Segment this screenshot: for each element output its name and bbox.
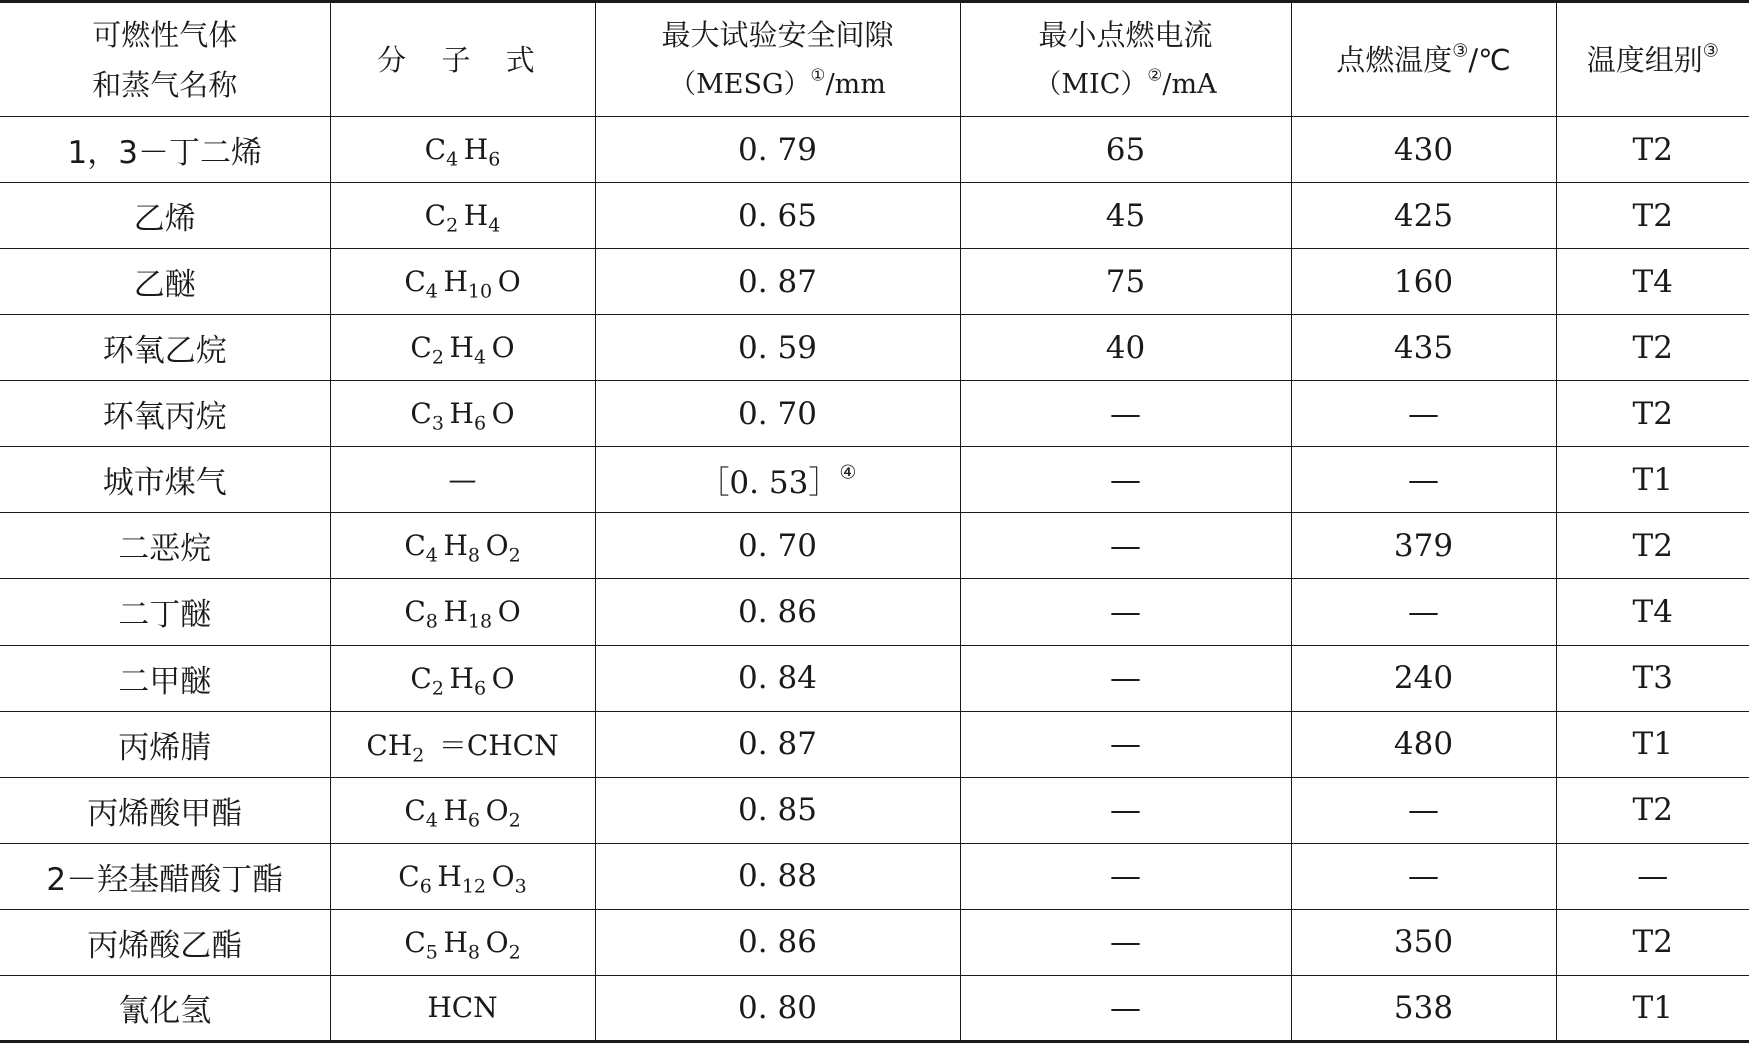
cell-gas-name: 二甲醚 [0, 645, 330, 711]
formula-subscript: 4 [425, 809, 438, 832]
formula-element: H [437, 859, 462, 893]
formula-subscript: 6 [467, 809, 480, 832]
cell-mic: — [960, 447, 1291, 513]
cell-temp-group: T4 [1556, 249, 1749, 315]
formula-element: C [404, 925, 426, 959]
formula-element: O [485, 529, 509, 563]
formula-element: O [485, 793, 509, 827]
formula-subscript: 18 [467, 611, 493, 634]
table-row [0, 711, 1749, 777]
formula-element: H [443, 529, 468, 563]
formula-element: O [497, 595, 521, 629]
table-row [0, 843, 1749, 909]
cell-ignition-temp: — [1291, 579, 1556, 645]
cell-temp-group: — [1556, 843, 1749, 909]
cell-temp-group: T2 [1556, 117, 1749, 183]
formula-element: H [449, 661, 474, 695]
cell-mic: — [960, 843, 1291, 909]
header-mic-line2 [961, 60, 1291, 110]
cell-temp-group: T2 [1556, 513, 1749, 579]
formula-element: C [410, 397, 432, 431]
table-row [0, 645, 1749, 711]
formula-subscript: 4 [446, 148, 459, 171]
table-body [0, 117, 1749, 1042]
formula-element: C [424, 199, 447, 233]
header-temp-note: ③ [1452, 40, 1469, 62]
formula-subscript: 4 [473, 346, 487, 369]
formula-element: H [463, 133, 489, 167]
header-mic-abbr: （MIC） [1034, 68, 1148, 100]
cell-formula [330, 975, 595, 1041]
mesg-value: 0. 59 [738, 329, 817, 366]
cell-formula [330, 645, 595, 711]
formula-subscript: 4 [488, 214, 501, 237]
cell-gas-name: 二丁醚 [0, 579, 330, 645]
header-temp-label: 点燃温度 [1336, 42, 1453, 77]
cell-mesg [595, 315, 960, 381]
cell-mesg [595, 579, 960, 645]
cell-formula [330, 711, 595, 777]
header-mesg-line2 [596, 60, 960, 110]
header-mic-note: ② [1147, 63, 1163, 84]
cell-ignition-temp: 435 [1291, 315, 1556, 381]
cell-temp-group: T1 [1556, 975, 1749, 1041]
mesg-value: 0. 65 [738, 197, 817, 234]
table-row [0, 117, 1749, 183]
cell-mesg [595, 975, 960, 1041]
table-row [0, 381, 1749, 447]
formula-element: C [404, 529, 426, 563]
header-temp-group [1556, 2, 1749, 117]
formula-subscript: 6 [473, 412, 487, 435]
cell-mesg [595, 645, 960, 711]
cell-formula [330, 513, 595, 579]
formula-subscript: 2 [508, 809, 521, 832]
mesg-value: 0. 85 [738, 792, 817, 829]
cell-temp-group: T1 [1556, 447, 1749, 513]
header-mic-unit: /mA [1162, 68, 1217, 100]
cell-gas-name: 环氧丙烷 [0, 381, 330, 447]
table-row [0, 579, 1749, 645]
table-row [0, 315, 1749, 381]
cell-mic: 65 [960, 117, 1291, 183]
header-temp-unit: /℃ [1468, 42, 1511, 77]
header-name-line2: 和蒸气名称 [92, 67, 238, 102]
formula-element: H [443, 265, 468, 299]
header-mesg [595, 2, 960, 117]
cell-ignition-temp: 240 [1291, 645, 1556, 711]
header-group-label: 温度组别 [1586, 42, 1703, 77]
mesg-value: ［0. 53］ [698, 465, 840, 502]
cell-formula [330, 315, 595, 381]
formula-subscript: 2 [431, 677, 444, 700]
table-row [0, 909, 1749, 975]
formula-element: H [463, 199, 489, 233]
formula-subscript: 6 [488, 148, 501, 171]
cell-mesg [595, 249, 960, 315]
formula-subscript: 2 [412, 744, 425, 767]
formula-subscript: 10 [467, 280, 493, 303]
cell-ignition-temp: 160 [1291, 249, 1556, 315]
formula-element: O [491, 397, 515, 431]
cell-ignition-temp: — [1291, 447, 1556, 513]
mesg-value: 0. 87 [738, 263, 817, 300]
cell-temp-group: T2 [1556, 909, 1749, 975]
cell-temp-group: T2 [1556, 315, 1749, 381]
cell-mic: — [960, 711, 1291, 777]
formula-subscript: 5 [425, 941, 438, 964]
formula-subscript: 6 [419, 875, 432, 898]
table-row [0, 777, 1749, 843]
cell-mic: — [960, 381, 1291, 447]
mesg-value: 0. 88 [738, 858, 817, 895]
cell-mic: — [960, 579, 1291, 645]
header-formula [330, 2, 595, 117]
formula-element: C [398, 859, 420, 893]
cell-ignition-temp: — [1291, 381, 1556, 447]
mesg-value: 0. 86 [738, 924, 817, 961]
formula-element: C [410, 661, 432, 695]
mesg-value: 0. 87 [738, 726, 817, 763]
formula-element: O [485, 925, 509, 959]
cell-gas-name: 乙烯 [0, 183, 330, 249]
formula-subscript: 3 [514, 875, 527, 898]
cell-mesg [595, 381, 960, 447]
formula-subscript: 2 [446, 214, 459, 237]
formula-element: H [443, 793, 468, 827]
cell-formula [330, 579, 595, 645]
header-formula-label: 分 子 式 [377, 42, 548, 77]
cell-ignition-temp: 350 [1291, 909, 1556, 975]
formula-subscript: 8 [467, 941, 480, 964]
cell-mic: 40 [960, 315, 1291, 381]
cell-gas-name: 乙醚 [0, 249, 330, 315]
cell-ignition-temp: 425 [1291, 183, 1556, 249]
cell-mic: — [960, 975, 1291, 1041]
cell-ignition-temp: 379 [1291, 513, 1556, 579]
cell-ignition-temp: 480 [1291, 711, 1556, 777]
formula-element: — [448, 463, 477, 497]
formula-element: CH [366, 729, 413, 763]
cell-gas-name: 2－羟基醋酸丁酯 [0, 843, 330, 909]
formula-element: O [497, 265, 521, 299]
formula-element: O [491, 331, 515, 365]
formula-element: O [491, 661, 515, 695]
formula-element: HCN [427, 991, 498, 1025]
formula-subscript: 12 [461, 875, 487, 898]
header-ignition-temp [1291, 2, 1556, 117]
formula-element: H [443, 595, 468, 629]
cell-gas-name: 氰化氢 [0, 975, 330, 1041]
formula-element: C [410, 331, 432, 365]
header-mic [960, 2, 1291, 117]
mesg-value: 0. 84 [738, 660, 817, 697]
table-row [0, 513, 1749, 579]
cell-formula [330, 183, 595, 249]
cell-temp-group: T2 [1556, 777, 1749, 843]
cell-temp-group: T2 [1556, 381, 1749, 447]
table-row [0, 447, 1749, 513]
formula-element: O [491, 859, 515, 893]
formula-element: H [449, 397, 474, 431]
cell-gas-name: 城市煤气 [0, 447, 330, 513]
cell-mesg [595, 117, 960, 183]
cell-ignition-temp: — [1291, 843, 1556, 909]
cell-mesg [595, 711, 960, 777]
formula-subscript: 2 [431, 346, 444, 369]
cell-temp-group: T3 [1556, 645, 1749, 711]
header-group-note: ③ [1702, 40, 1719, 62]
cell-formula [330, 381, 595, 447]
mesg-value: 0. 79 [738, 131, 817, 168]
formula-subscript: 2 [508, 545, 521, 568]
cell-temp-group: T4 [1556, 579, 1749, 645]
mesg-value: 0. 70 [738, 395, 817, 432]
mesg-value: 0. 70 [738, 527, 817, 564]
formula-element: C [404, 265, 426, 299]
cell-formula [330, 249, 595, 315]
cell-mesg [595, 447, 960, 513]
cell-mesg [595, 513, 960, 579]
header-mesg-line1: 最大试验安全间隙 [661, 17, 894, 52]
cell-temp-group: T1 [1556, 711, 1749, 777]
cell-ignition-temp: — [1291, 777, 1556, 843]
formula-element: H [443, 925, 468, 959]
cell-mic: — [960, 909, 1291, 975]
cell-formula [330, 117, 595, 183]
header-name [0, 2, 330, 117]
cell-formula [330, 909, 595, 975]
cell-mesg [595, 909, 960, 975]
formula-subscript: 2 [508, 941, 521, 964]
formula-element: C [404, 595, 426, 629]
cell-gas-name: 丙烯酸甲酯 [0, 777, 330, 843]
header-mesg-abbr: （MESG） [669, 68, 811, 100]
formula-element: H [449, 331, 474, 365]
formula-element: C [424, 133, 447, 167]
formula-element: ＝CHCN [429, 729, 559, 763]
cell-ignition-temp: 430 [1291, 117, 1556, 183]
header-row [0, 2, 1749, 117]
formula-subscript: 3 [431, 412, 444, 435]
cell-mic: — [960, 513, 1291, 579]
table-row [0, 183, 1749, 249]
cell-formula [330, 777, 595, 843]
formula-element: C [404, 793, 426, 827]
cell-mic: 75 [960, 249, 1291, 315]
cell-gas-name: 丙烯腈 [0, 711, 330, 777]
cell-formula [330, 447, 595, 513]
cell-temp-group: T2 [1556, 183, 1749, 249]
table-row [0, 975, 1749, 1041]
formula-subscript: 8 [425, 611, 438, 634]
table-row [0, 249, 1749, 315]
mesg-value: 0. 86 [738, 593, 817, 630]
mesg-footnote: ④ [839, 460, 857, 484]
cell-formula [330, 843, 595, 909]
cell-mic: 45 [960, 183, 1291, 249]
formula-subscript: 8 [467, 545, 480, 568]
formula-subscript: 6 [473, 677, 487, 700]
cell-ignition-temp: 538 [1291, 975, 1556, 1041]
cell-gas-name: 丙烯酸乙酯 [0, 909, 330, 975]
mesg-value: 0. 80 [738, 989, 817, 1026]
cell-gas-name: 二恶烷 [0, 513, 330, 579]
cell-mesg [595, 183, 960, 249]
formula-subscript: 4 [425, 545, 438, 568]
cell-mesg [595, 843, 960, 909]
header-mesg-unit: /mm [825, 68, 886, 100]
cell-mesg [595, 777, 960, 843]
header-mic-line1: 最小点燃电流 [1038, 17, 1213, 52]
header-mesg-note: ① [810, 63, 826, 84]
formula-subscript: 4 [425, 280, 438, 303]
cell-mic: — [960, 777, 1291, 843]
header-name-line1: 可燃性气体 [92, 17, 238, 52]
cell-mic: — [960, 645, 1291, 711]
cell-gas-name: 环氧乙烷 [0, 315, 330, 381]
cell-gas-name: 1，3－丁二烯 [0, 117, 330, 183]
